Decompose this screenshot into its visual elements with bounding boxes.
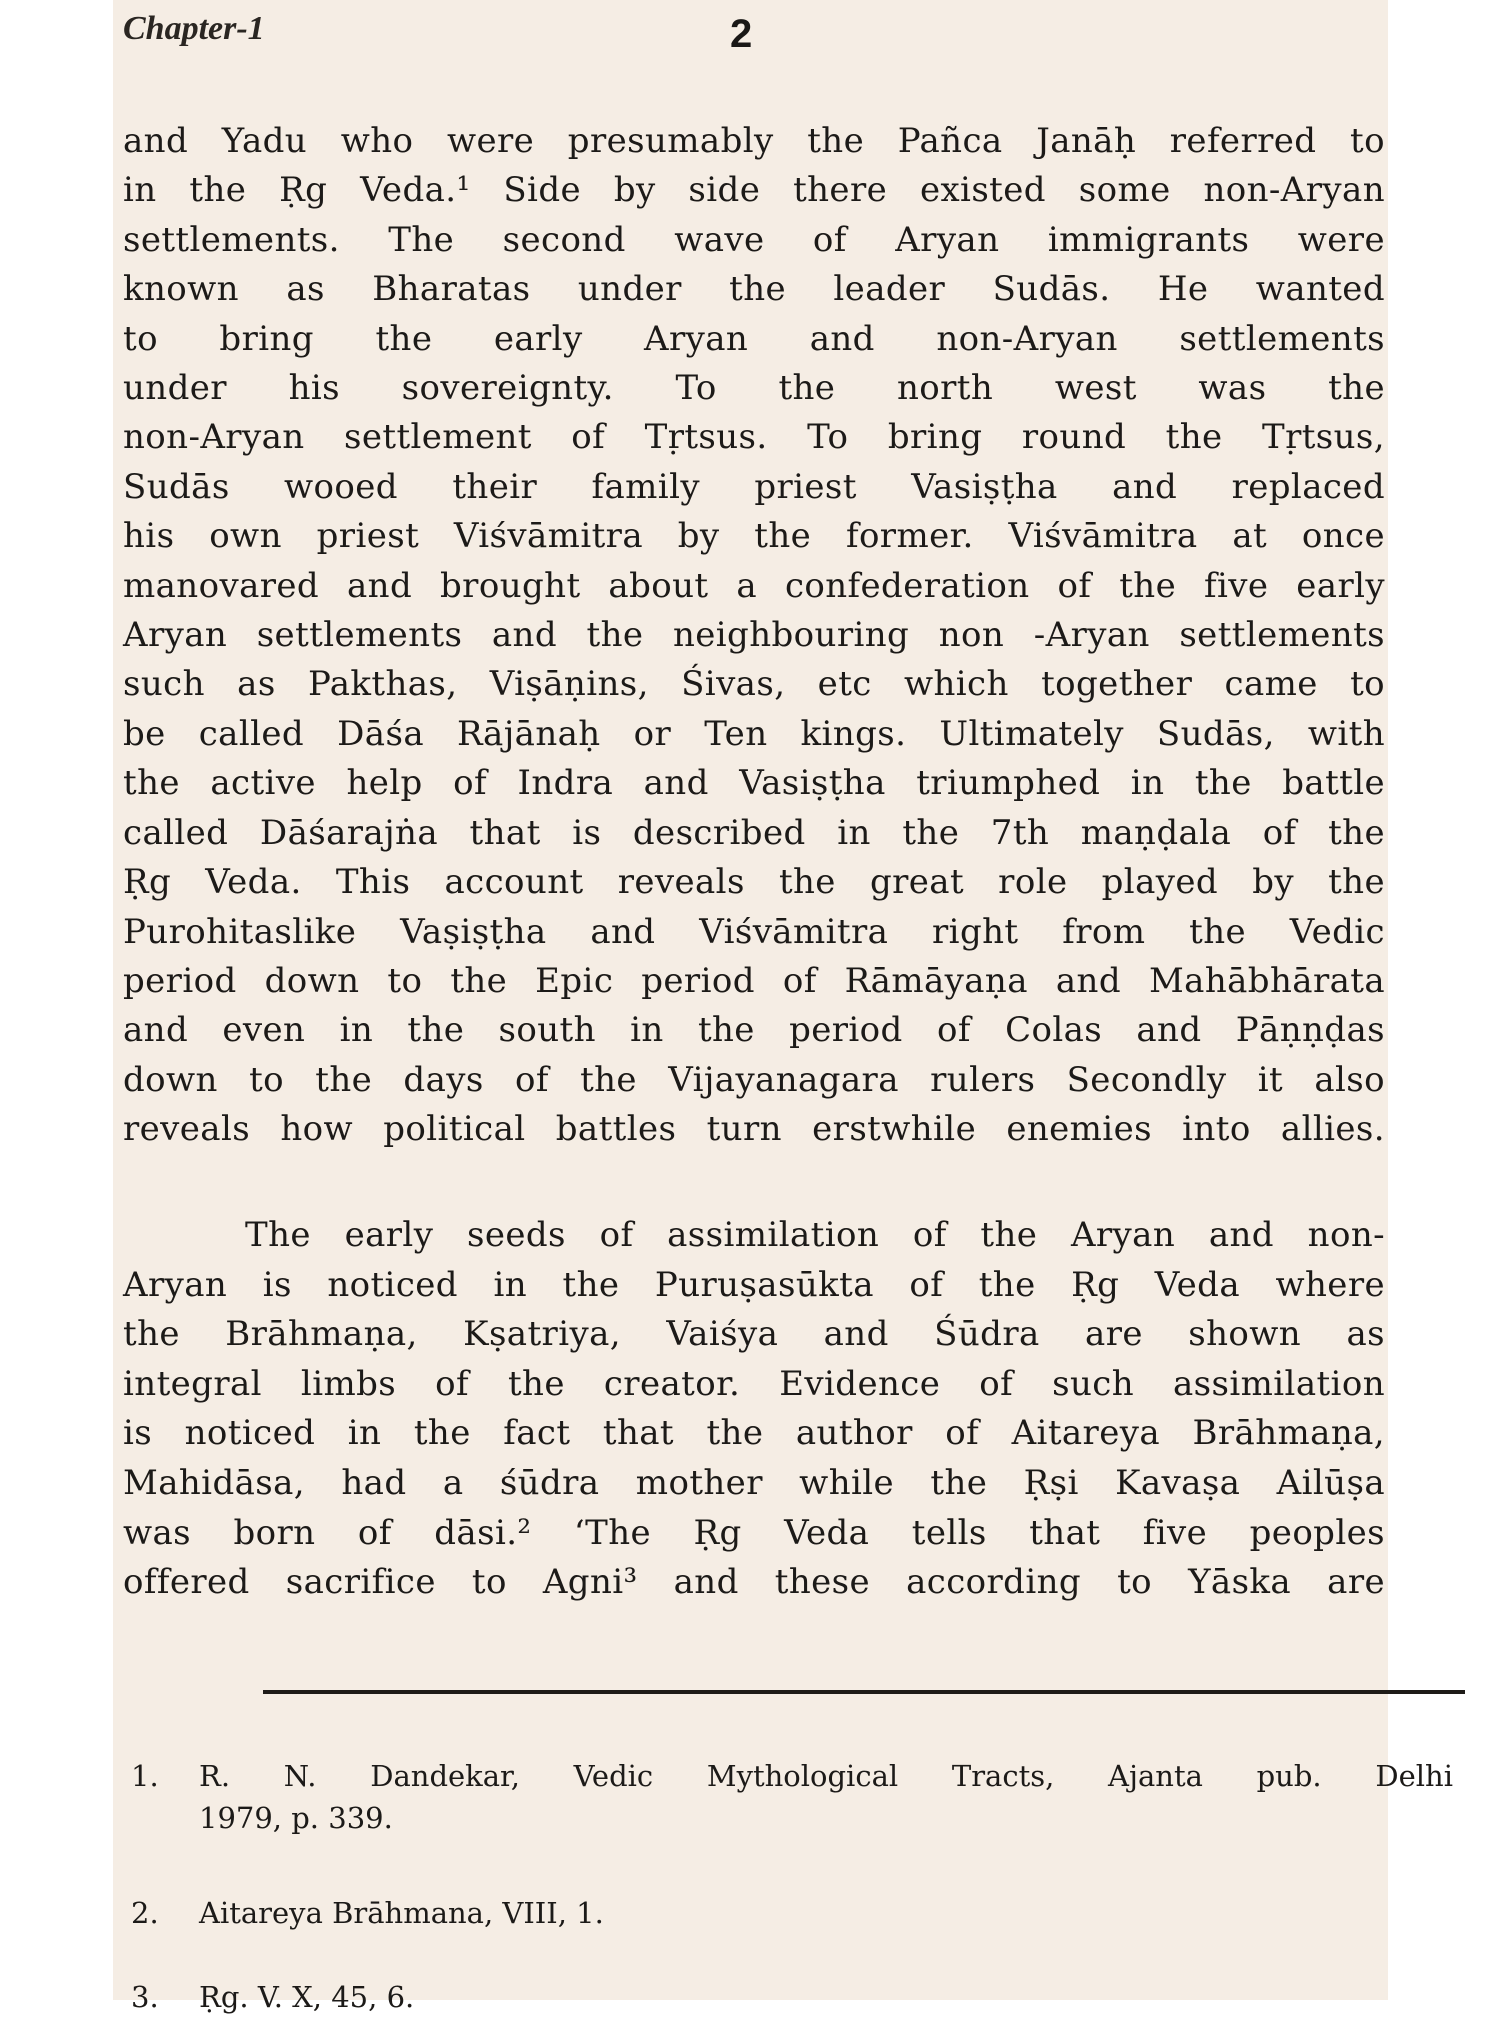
text-line: non-Aryan settlement of Tṛtsus. To bring round the Tṛtsus, xyxy=(123,417,1385,458)
text-line: his own priest Viśvāmitra by the former. Viśvāmitra at once xyxy=(123,516,1385,557)
footnote-1 xyxy=(131,1755,1453,1839)
text-line: be called Dāśa Rājānaḥ or Ten kings. Ultimately Sudās, with xyxy=(123,713,1385,754)
text-line: was born of dāsi.² ‘The Ṛg Veda tells that five peoples xyxy=(123,1512,1385,1553)
text-line: Sudās wooed their family priest Vasiṣṭha and replaced xyxy=(123,466,1385,507)
text-line: period down to the Epic period of Rāmāyaṇa and Mahābhārata xyxy=(123,960,1385,1001)
text-line: offered sacrifice to Agni³ and these according to Yāska are xyxy=(123,1562,1385,1603)
text-line: integral limbs of the creator. Evidence of such assimilation xyxy=(123,1363,1385,1404)
text-line: the active help of Indra and Vasiṣṭha triumphed in the battle xyxy=(123,763,1385,804)
footnote-text: 1979, p. 339. xyxy=(199,1801,393,1835)
text-line: under his sovereignty. To the north west was the xyxy=(123,368,1385,409)
text-line: the Brāhmaṇa, Kṣatriya, Vaiśya and Śūdra are shown as xyxy=(123,1314,1385,1355)
footnote-number: 2. xyxy=(131,1896,159,1930)
footnote-text: Aitareya Brāhmana, VIII, 1. xyxy=(199,1896,604,1930)
footnote-number: 1. xyxy=(131,1759,159,1793)
text-line: down to the days of the Vijayanagara rulers Secondly it also xyxy=(123,1059,1385,1100)
chapter-heading: Chapter-1 xyxy=(123,10,265,47)
footnote-number: 3. xyxy=(131,1980,159,2014)
footnote-text: R. N. Dandekar, Vedic Mythological Tracts, Ajanta pub. Delhi xyxy=(199,1759,1453,1793)
text-line: known as Bharatas under the leader Sudās. He wanted xyxy=(123,269,1385,310)
text-line: Aryan is noticed in the Puruṣasūkta of the Ṛg Veda where xyxy=(123,1264,1385,1305)
footnote-2 xyxy=(131,1892,1453,1934)
footnote-text: Ṛg. V. X, 45, 6. xyxy=(199,1980,415,2014)
text-line: called Dāśarajṅa that is described in the 7th maṇḍala of the xyxy=(123,812,1385,853)
text-line: Purohitaslike Vaṣiṣṭha and Viśvāmitra right from the Vedic xyxy=(123,911,1385,952)
text-line: reveals how political battles turn erstwhile enemies into allies. xyxy=(123,1109,1385,1150)
text-line: and even in the south in the period of Colas and Pāṇṇḍas xyxy=(123,1010,1385,1051)
text-line: such as Pakthas, Viṣāṇins, Śivas, etc which together came to xyxy=(123,664,1385,705)
text-line: Aryan settlements and the neighbouring non -Aryan settlements xyxy=(123,615,1385,656)
text-line: is noticed in the fact that the author of Aitareya Brāhmaṇa, xyxy=(123,1413,1385,1454)
text-line: Ṛg Veda. This account reveals the great role played by the xyxy=(123,862,1385,903)
text-line: to bring the early Aryan and non-Aryan settlements xyxy=(123,318,1385,359)
paragraph-2 xyxy=(123,1211,1385,1608)
footnote-divider xyxy=(263,1690,1465,1694)
text-line: and Yadu who were presumably the Pañca Janāḥ referred to xyxy=(123,121,1385,161)
text-line: The early seeds of assimilation of the Aryan and non- xyxy=(245,1215,1385,1255)
text-line: in the Ṛg Veda.¹ Side by side there existed some non-Aryan xyxy=(123,170,1385,211)
text-line: settlements. The second wave of Aryan immigrants were xyxy=(123,219,1385,260)
page-number: 2 xyxy=(730,12,753,56)
text-line: manovared and brought about a confederation of the five early xyxy=(123,565,1385,606)
footnote-3 xyxy=(131,1976,1453,2018)
paragraph-1 xyxy=(123,117,1385,1155)
text-line: Mahidāsa, had a śūdra mother while the Ṛṣi Kavaṣa Ailūṣa xyxy=(123,1462,1385,1503)
book-page xyxy=(113,0,1453,2014)
